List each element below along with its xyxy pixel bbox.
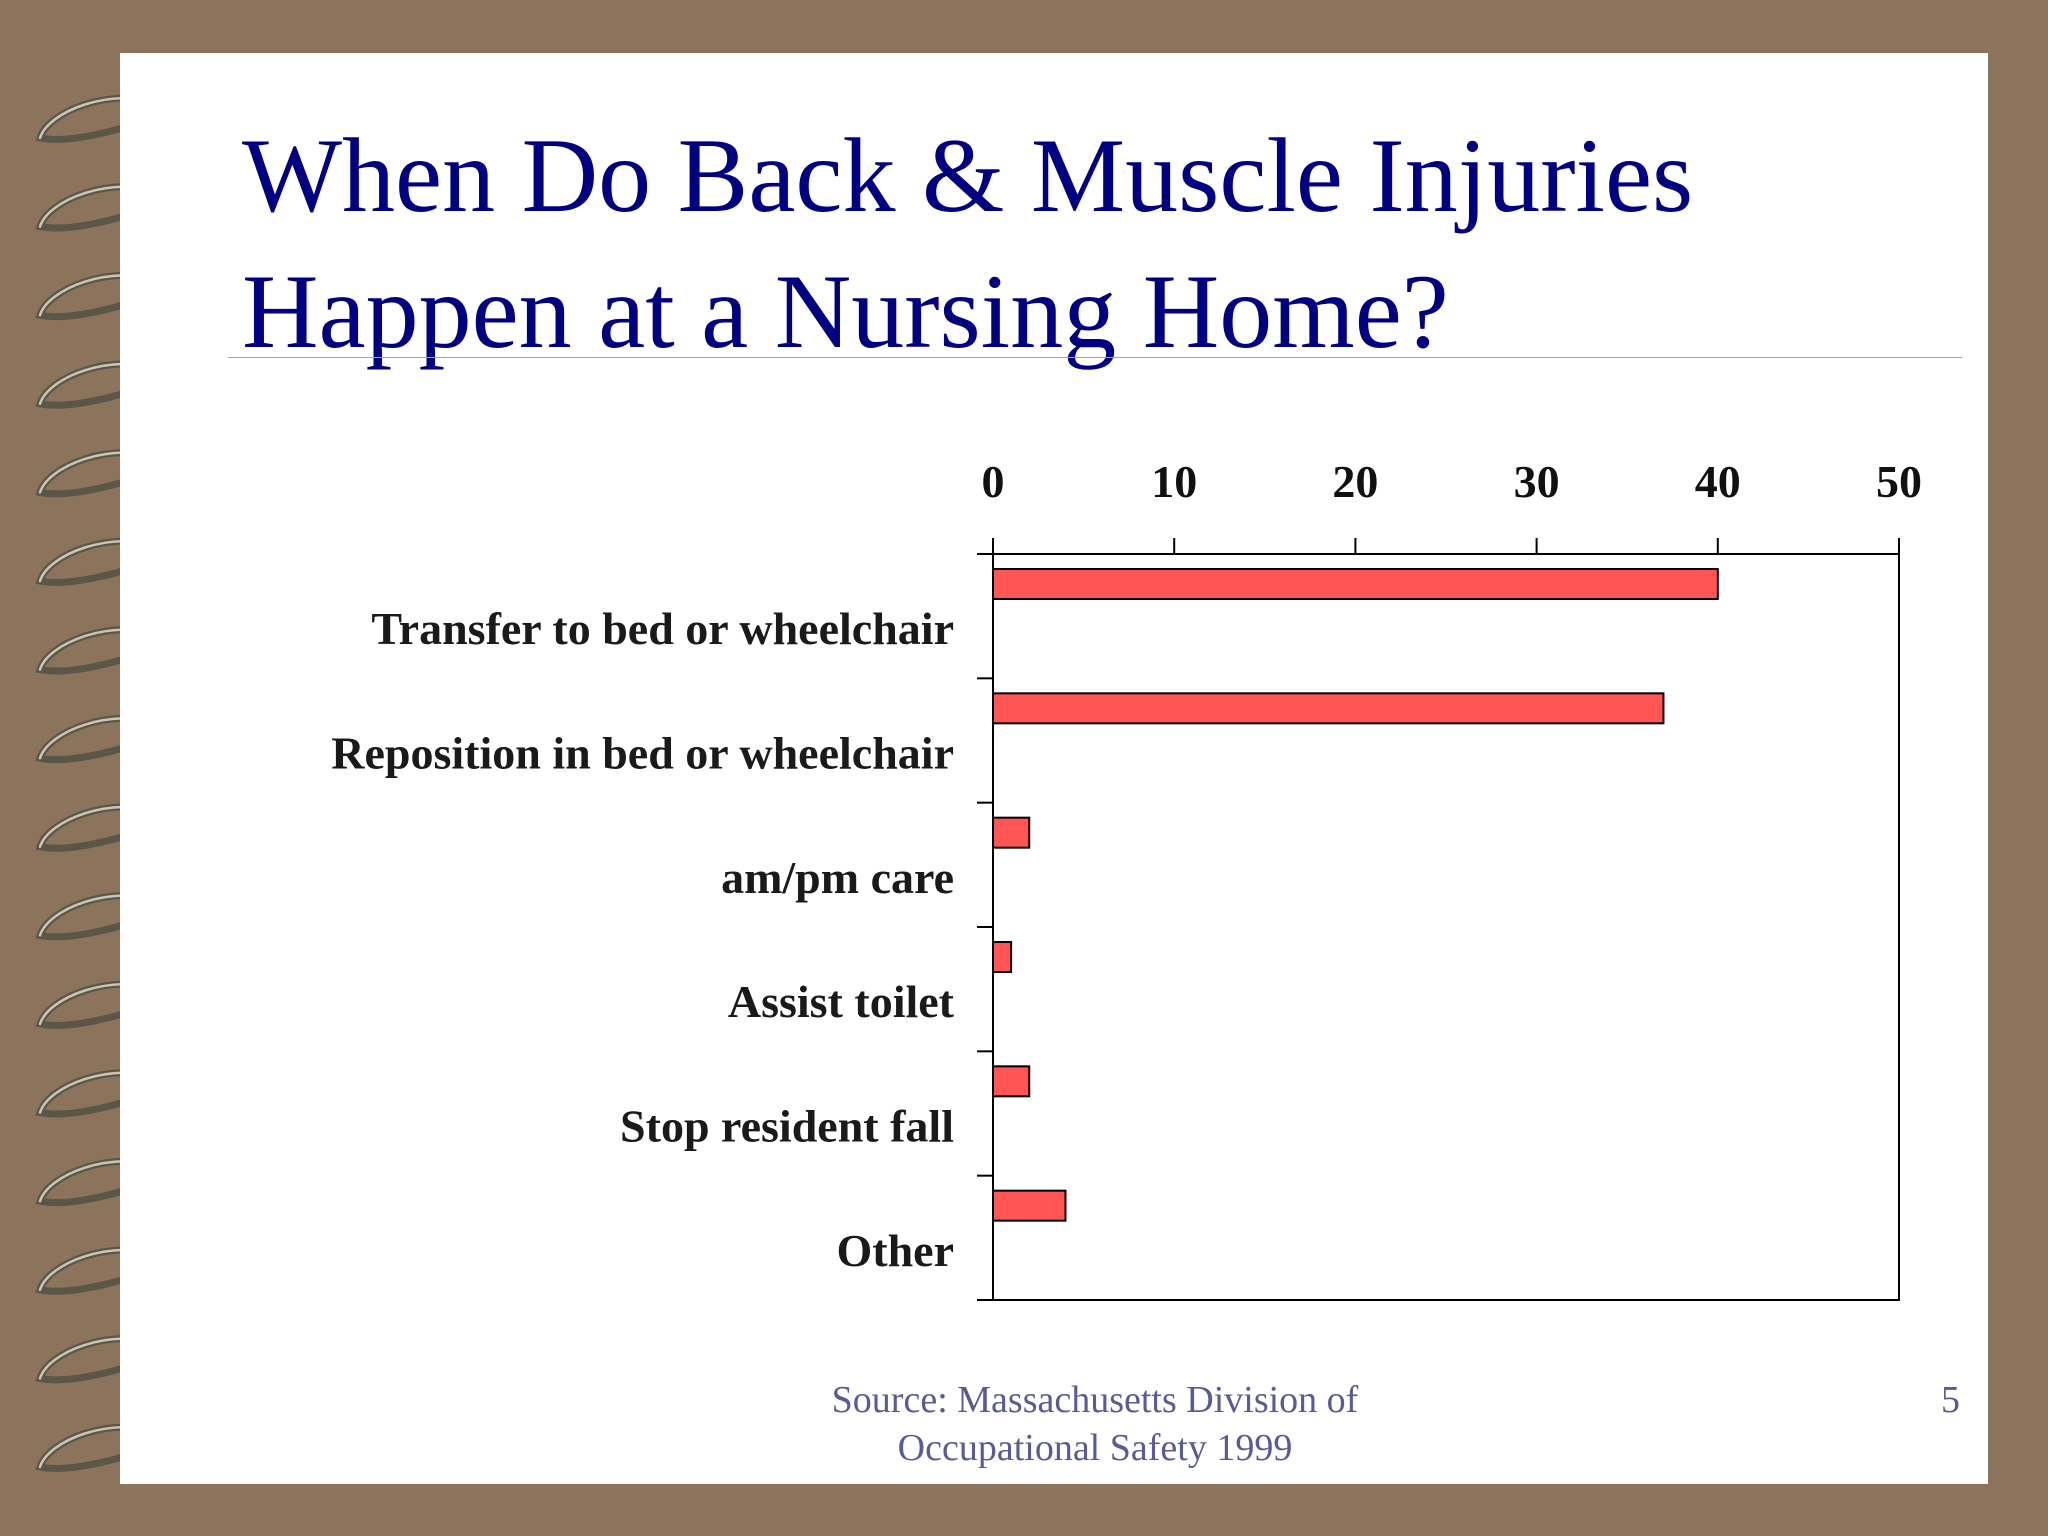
bar	[993, 818, 1029, 848]
category-label: Other	[836, 1224, 954, 1276]
x-tick-label: 50	[1876, 456, 1922, 507]
title-line-2: Happen at a Nursing Home?	[242, 253, 1449, 370]
category-label: Transfer to bed or wheelchair	[371, 603, 954, 655]
x-tick-label: 30	[1513, 456, 1560, 507]
bar	[993, 942, 1011, 972]
x-tick-label: 20	[1332, 456, 1379, 507]
page-number: 5	[1941, 1379, 1960, 1421]
source-line-1: Source: Massachusetts Division of	[831, 1379, 1359, 1421]
x-tick-label: 40	[1694, 456, 1741, 507]
category-label: am/pm care	[721, 851, 954, 903]
category-label: Reposition in bed or wheelchair	[331, 727, 954, 779]
bar	[993, 1191, 1065, 1221]
bar	[993, 1066, 1029, 1096]
plot-area-frame	[993, 554, 1899, 1300]
source-citation	[760, 1376, 1430, 1472]
category-label: Assist toilet	[727, 976, 954, 1028]
category-label: Stop resident fall	[620, 1100, 954, 1152]
x-tick-label: 10	[1151, 456, 1198, 507]
title-line-1: When Do Back & Muscle Injuries	[242, 117, 1694, 234]
x-tick-label: 0	[981, 456, 1005, 507]
source-line-2: Occupational Safety 1999	[897, 1427, 1293, 1469]
bar	[993, 693, 1663, 723]
bar	[993, 569, 1718, 599]
